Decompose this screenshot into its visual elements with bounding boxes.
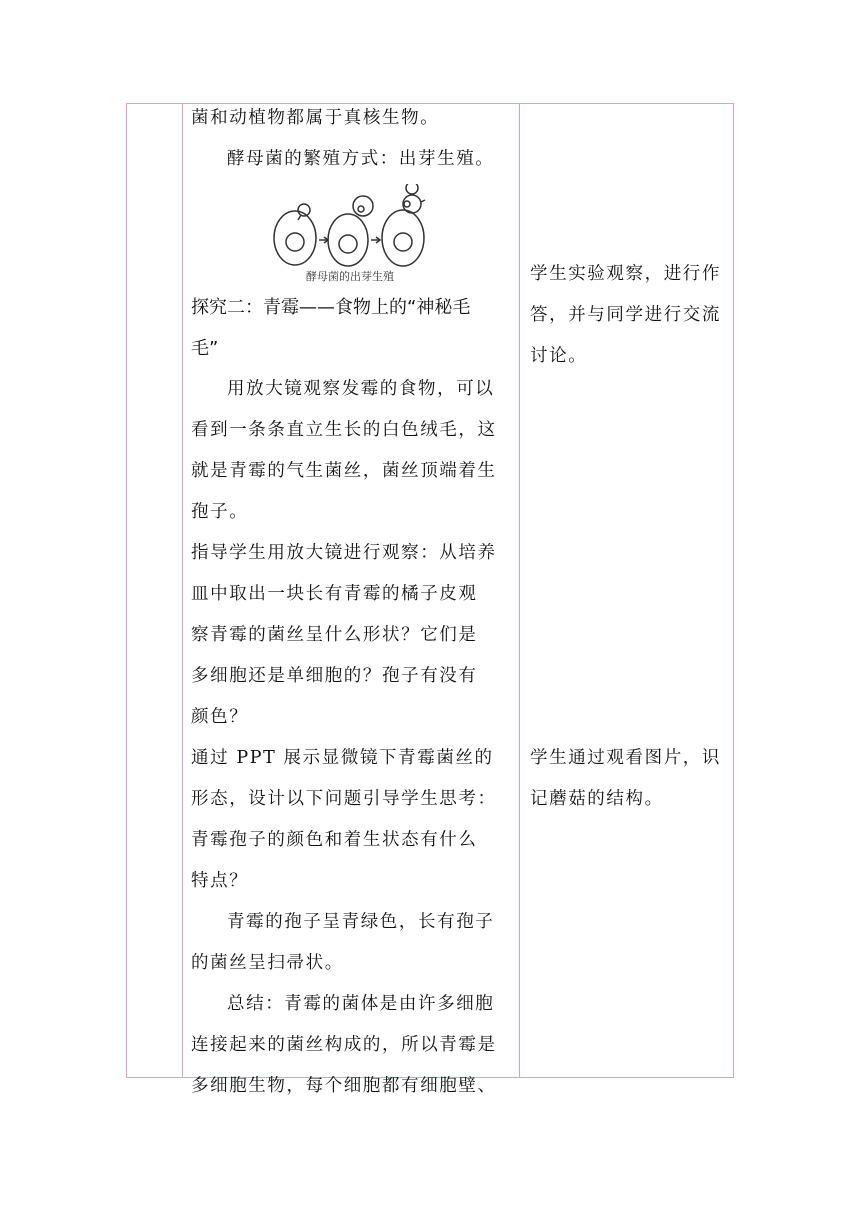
section-heading: 探究二：青霉——食物上的“神秘毛 [191, 297, 471, 318]
summary-line [191, 984, 531, 1025]
activity-note-line: 学生实验观察，进行作 [530, 264, 721, 284]
text-line: 通过 PPT 展示显微镜下青霉菌丝的 [191, 748, 494, 768]
activity-note-line: 讨论。 [530, 346, 588, 366]
text-line: 颜色？ [191, 707, 249, 727]
column-divider-1 [182, 104, 183, 1077]
text-line: 就是青霉的气生菌丝，菌丝顶端着生 [191, 461, 497, 481]
text-line: 皿中取出一块长有青霉的橘子皮观 [191, 584, 478, 604]
text-line: 用放大镜观察发霉的食物，可以 [227, 379, 495, 399]
activity-note-line: 记蘑菇的结构。 [530, 789, 664, 809]
figure-caption: 酵母菌的出芽生殖 [306, 270, 394, 283]
activity-note-line: 学生通过观看图片，识 [530, 748, 721, 768]
text-line: 连接起来的菌丝构成的，所以青霉是 [191, 1035, 497, 1055]
text-line: 青霉孢子的颜色和着生状态有什么 [191, 830, 478, 850]
activity-note-line: 答，并与同学进行交流 [530, 305, 721, 325]
lesson-table [126, 103, 734, 1096]
summary-label: 总结 [227, 994, 266, 1014]
text-line: 特点？ [191, 871, 249, 891]
text-line: 酵母菌的繁殖方式：出芽生殖。 [227, 149, 495, 169]
summary-text: ：青霉的菌体是由许多细胞 [265, 994, 495, 1014]
text-line: 青霉的孢子呈青绿色，长有孢子 [227, 912, 495, 932]
text-line: 多细胞生物，每个细胞都有细胞壁、 [191, 1076, 497, 1096]
text-line: 的菌丝呈扫帚状。 [191, 953, 344, 973]
text-line: 孢子。 [191, 502, 249, 522]
text-line: 指导学生用放大镜进行观察：从培养 [191, 543, 497, 563]
yeast-budding-figure [271, 184, 429, 284]
text-line: 多细胞还是单细胞的？孢子有没有 [191, 666, 478, 686]
text-line: 看到一条条直立生长的白色绒毛，这 [191, 420, 497, 440]
text-line: 察青霉的菌丝呈什么形状？它们是 [191, 625, 478, 645]
text-line: 菌和动植物都属于真核生物。 [191, 108, 440, 128]
section-heading-cont: 毛” [191, 338, 219, 359]
text-line: 形态，设计以下问题引导学生思考： [191, 789, 497, 809]
yeast-budding-illustration [271, 184, 429, 274]
